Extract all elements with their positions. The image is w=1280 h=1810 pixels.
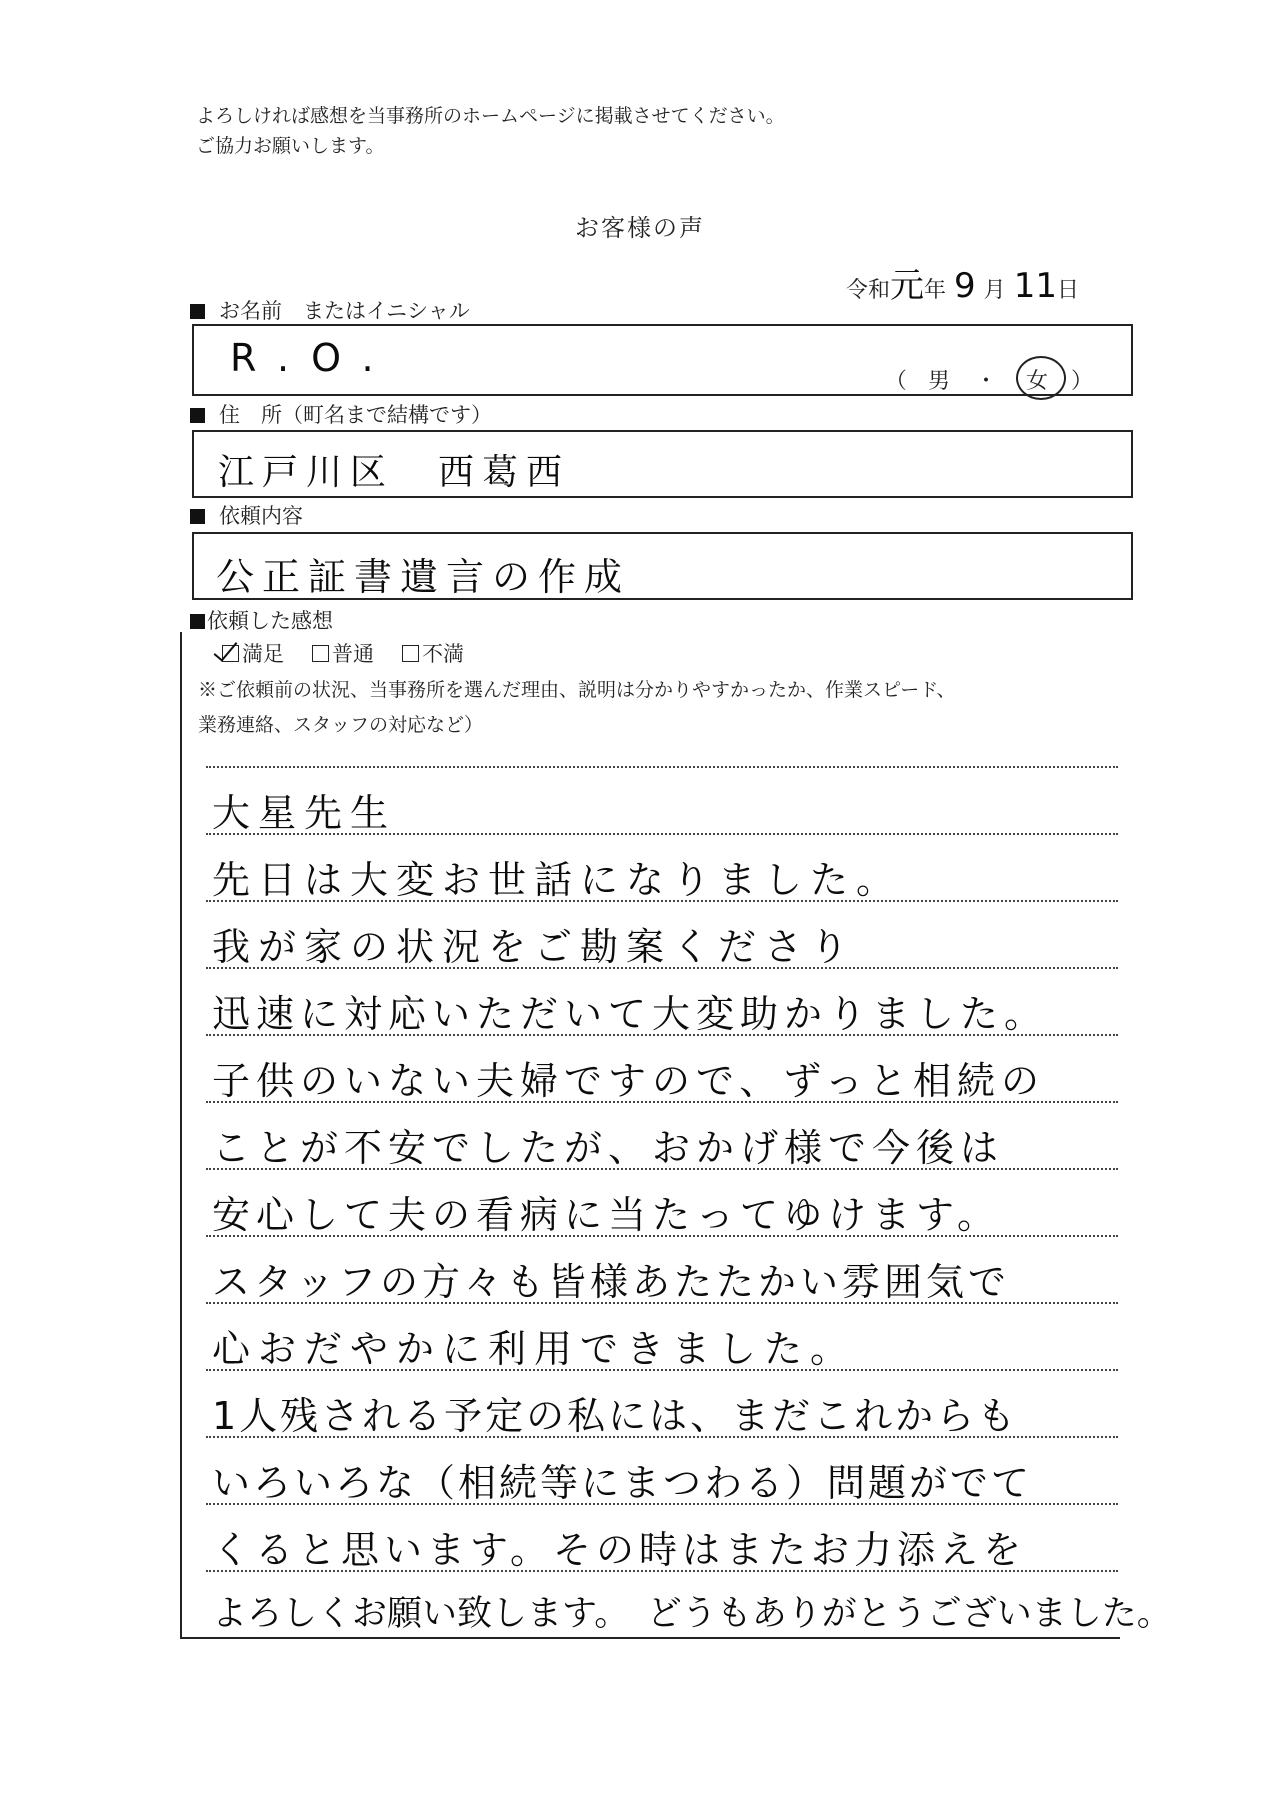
page-title: お客様の声 bbox=[575, 214, 705, 242]
date-day-unit: 日 bbox=[1056, 278, 1079, 303]
section-marker bbox=[190, 408, 205, 423]
name-field[interactable] bbox=[192, 324, 1133, 396]
checkbox[interactable] bbox=[312, 645, 329, 662]
gender-separator: ・ bbox=[974, 369, 997, 394]
option-unsatisfied[interactable]: 不満 bbox=[402, 642, 464, 666]
date-month-unit: 月 bbox=[983, 278, 1006, 303]
section-marker bbox=[190, 509, 205, 524]
comment-line-13: よろしくお願い致します。 どうもありがとうございました。 bbox=[212, 1594, 1172, 1634]
comment-line-2: 先日は大変お世話になりました。 bbox=[212, 858, 903, 902]
note-line-1: ※ご依頼前の状況、当事務所を選んだ理由、説明は分かりやすかったか、作業スピード、 bbox=[198, 679, 956, 701]
date-day: 11 bbox=[1013, 266, 1057, 306]
section-marker bbox=[190, 304, 205, 319]
option-normal[interactable]: 普通 bbox=[312, 642, 374, 666]
date-row bbox=[846, 258, 1079, 307]
name-label: お名前 またはイニシャル bbox=[190, 295, 470, 325]
gender-male[interactable]: 男 bbox=[927, 369, 950, 394]
comment-line-11: いろいろな（相続等にまつわる）問題がでて bbox=[212, 1461, 1033, 1505]
name-value: R.O. bbox=[230, 336, 396, 380]
address-field[interactable] bbox=[192, 430, 1133, 498]
request-value: 公正証書遺言の作成 bbox=[216, 555, 631, 599]
comment-line-3: 我が家の状況をご勘案くださり bbox=[212, 925, 857, 969]
request-field[interactable] bbox=[192, 532, 1133, 600]
gender-open: （ bbox=[884, 369, 907, 394]
comment-line-9: 心おだやかに利用できました。 bbox=[212, 1327, 857, 1371]
comment-line-1: 大星先生 bbox=[212, 791, 397, 835]
date-year-unit: 年 bbox=[924, 278, 947, 303]
gender-selector[interactable] bbox=[885, 364, 1093, 395]
comment-line-6: ことが不安でしたが、おかげ様で今後は bbox=[212, 1126, 1005, 1170]
date-month: 9 bbox=[954, 266, 976, 306]
checkbox[interactable] bbox=[402, 645, 419, 662]
comment-line-5: 子供のいない夫婦ですので、ずっと相続の bbox=[212, 1059, 1045, 1103]
option-satisfied[interactable]: 満足 bbox=[222, 642, 284, 666]
date-year: 元 bbox=[890, 266, 925, 306]
gender-close: ） bbox=[1070, 369, 1093, 394]
impression-label: 依頼した感想 bbox=[190, 605, 333, 635]
date-era: 令和 bbox=[846, 278, 891, 303]
intro-line-2: ご協力お願いします。 bbox=[196, 135, 385, 157]
comment-line-10: 1人残される予定の私には、まだこれからも bbox=[212, 1394, 1019, 1438]
dotted-line bbox=[206, 766, 1118, 768]
comment-line-7: 安心して夫の看病に当たってゆけます。 bbox=[212, 1193, 1001, 1237]
address-label: 住 所（町名まで結構です） bbox=[190, 399, 492, 429]
comment-line-8: スタッフの方々も皆様あたたかい雰囲気で bbox=[212, 1260, 1011, 1304]
intro-line-1: よろしければ感想を当事務所のホームページに掲載させてください。 bbox=[196, 105, 785, 127]
satisfaction-options bbox=[222, 638, 492, 668]
address-value: 江戸川区 西葛西 bbox=[218, 452, 571, 493]
gender-female-selected[interactable]: 女 bbox=[1026, 364, 1048, 395]
comment-line-4: 迅速に対応いただいて大変助かりました。 bbox=[212, 992, 1049, 1036]
selection-circle bbox=[1016, 356, 1066, 400]
note-line-2: 業務連絡、スタッフの対応など） bbox=[198, 714, 484, 736]
section-marker bbox=[190, 614, 205, 629]
checkbox-checked[interactable] bbox=[222, 645, 239, 662]
request-label: 依頼内容 bbox=[190, 500, 303, 530]
comment-line-12: くると思います。その時はまたお力添えを bbox=[212, 1528, 1026, 1572]
